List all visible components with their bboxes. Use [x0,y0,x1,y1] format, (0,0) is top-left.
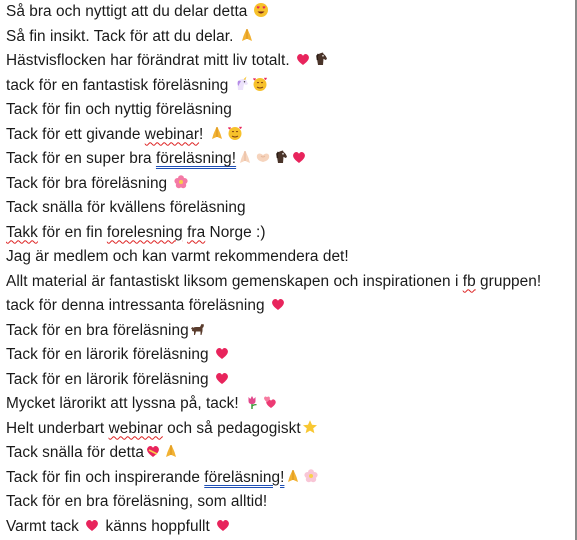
red-heart-icon [215,517,231,533]
comment-line [6,123,574,148]
comment-text: för en fin [37,223,107,241]
comment-text: Allt material är fantastiskt liksom gemenskapen och inspirationen i [6,272,463,290]
comment-text: Tack för en super bra [6,150,156,167]
comment-line [6,441,574,466]
comment-line [6,221,574,246]
comment-line [6,49,574,74]
heart-eyes-icon [253,2,269,18]
comment-line [6,147,574,172]
red-heart-icon [214,345,230,361]
comment-text: känns hoppfullt [101,517,215,535]
comment-line [6,343,574,368]
horse-head-icon [273,149,289,165]
comment-line [6,25,574,50]
red-heart-icon [214,370,230,386]
tulip-icon [244,394,260,410]
star-icon [302,419,318,435]
comment-text: Varmt tack [6,517,84,535]
comment-text: Mycket lärorikt att lyssna på, tack! [6,395,244,412]
praying-hands-icon [285,468,301,484]
comment-line [6,515,574,540]
comment-text: Tack för bra föreläsning [6,174,172,192]
comment-text: Norge :) [205,223,266,241]
red-heart-icon [291,149,307,165]
comment-text: Så fin insikt. Tack för att du delar. [6,27,238,45]
comment-line [6,74,574,99]
comment-text: Helt underbart [6,419,109,437]
comment-text: Tack för ett givande [6,125,145,143]
comment-line [6,490,574,515]
red-heart-icon [270,296,286,312]
red-heart-icon [84,517,100,533]
comment-text: Så bra och nyttigt att du delar detta [6,3,252,20]
comment-text: tack för en fantastisk föreläsning [6,76,233,94]
praying-hands-icon [163,443,179,459]
comment-line [6,270,574,295]
comment-line [6,245,574,270]
comment-text: Tack för en bra föreläsning [6,321,189,339]
comment-document [6,0,574,540]
flagged-word: fra [187,223,206,241]
flagged-word: forelesning [106,223,183,241]
comment-line [6,392,574,417]
comment-line [6,466,574,491]
flagged-word: föreläsning! [204,468,285,486]
comment-line [6,0,574,25]
comment-line [6,417,574,442]
comment-text: Tack för en lärorik föreläsning [6,370,213,388]
comment-text: Tack för fin och nyttig föreläsning [6,101,232,118]
smiling-hearts-icon [252,76,268,92]
flagged-word: fb [462,272,476,290]
heart-hands-light-icon [255,149,271,165]
comment-line [6,294,574,319]
unicorn-icon [234,76,250,92]
heart-ribbon-icon [145,443,161,459]
flagged-word: webinar [144,125,200,143]
comment-text: Tack snälla för kvällens föreläsning [6,199,246,216]
praying-hands-icon [239,27,255,43]
comment-line [6,196,574,221]
pink-flower-icon [173,174,189,190]
comment-text: gruppen! [475,272,542,290]
comment-text: ! [199,125,208,143]
comment-text: Tack för en lärorik föreläsning [6,346,213,363]
praying-hands-icon [209,125,225,141]
two-hearts-icon [262,394,278,410]
comment-text: tack för denna intressanta föreläsning [6,297,269,314]
comment-text: Tack för fin och inspirerande [6,468,205,486]
comment-text: Jag är medlem och kan varmt rekommendera det! [6,248,349,265]
comment-line [6,319,574,344]
comment-text: Tack snälla för detta [6,444,144,461]
flagged-word: föreläsning! [155,150,237,167]
comment-text: Hästvisflocken har förändrat mitt liv totalt. [6,52,294,69]
praying-hands-light-icon [237,149,253,165]
comment-line [6,98,574,123]
comment-line [6,172,574,197]
cherry-blossom-icon [303,468,319,484]
red-heart-icon [295,51,311,67]
comment-text: och så pedagogiskt [162,419,301,437]
comment-line [6,368,574,393]
flagged-word: webinar [108,419,163,437]
horse-icon [190,321,206,337]
comment-text: Tack för en bra föreläsning, som alltid! [6,493,268,510]
smiling-hearts-icon [227,125,243,141]
horse-head-icon [313,51,329,67]
flagged-word: Takk [6,223,38,241]
